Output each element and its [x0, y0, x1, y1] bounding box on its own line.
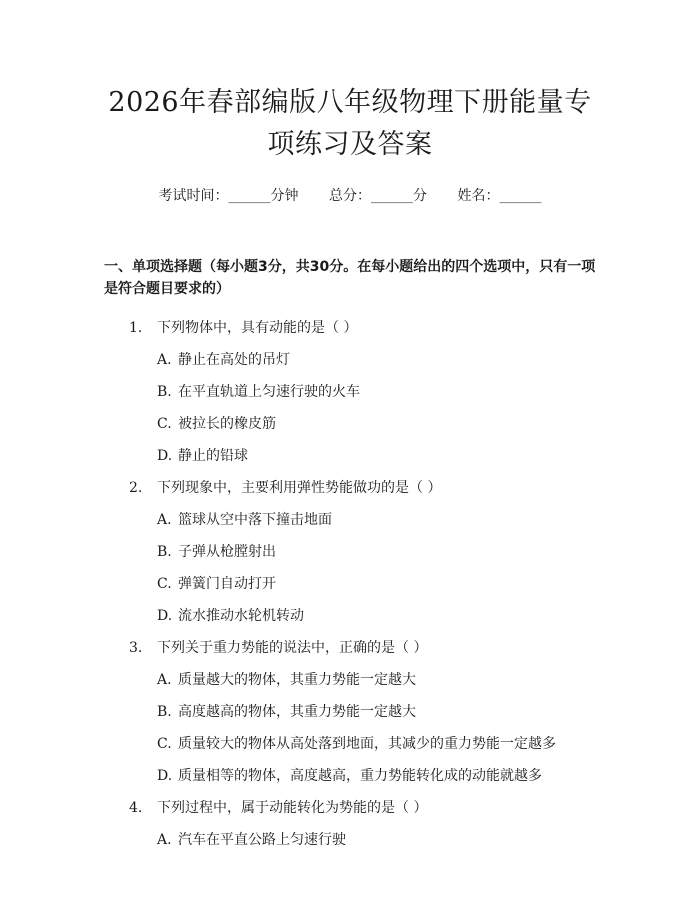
option-c	[157, 728, 596, 760]
option-label: B.	[157, 384, 172, 400]
question-1-header	[129, 312, 596, 344]
option-b	[157, 536, 596, 568]
question-4-options	[157, 824, 596, 856]
option-text: 质量较大的物体从高处落到地面，其减少的重力势能一定越多	[178, 736, 556, 752]
option-text: 质量越大的物体，其重力势能一定越大	[178, 672, 416, 688]
question-list	[104, 312, 596, 856]
question-number: 3.	[129, 640, 143, 656]
question-stem: 下列物体中，具有动能的是（ ）	[157, 320, 358, 336]
question-3-header	[129, 632, 596, 664]
question-stem: 下列关于重力势能的说法中，正确的是（ ）	[157, 640, 428, 656]
option-text: 流水推动水轮机转动	[178, 608, 304, 624]
question-1-options	[157, 344, 596, 472]
option-label: B.	[157, 544, 172, 560]
option-b	[157, 696, 596, 728]
question-stem: 下列过程中，属于动能转化为势能的是（ ）	[157, 800, 428, 816]
option-label: A.	[157, 672, 172, 688]
option-text: 静止在高处的吊灯	[178, 352, 290, 368]
option-label: D.	[157, 448, 173, 464]
option-a	[157, 504, 596, 536]
exam-time-field: 考试时间：______分钟	[158, 188, 299, 204]
question-4	[129, 792, 596, 856]
option-text: 弹簧门自动打开	[178, 576, 276, 592]
question-3	[129, 632, 596, 792]
option-text: 子弹从枪膛射出	[178, 544, 276, 560]
question-2-options	[157, 504, 596, 632]
option-label: B.	[157, 704, 172, 720]
option-c	[157, 408, 596, 440]
question-2	[129, 472, 596, 632]
section-1-heading: 一、单项选择题（每小题3分，共30分。在每小题给出的四个选项中，只有一项是符合题目要求的）	[104, 259, 596, 297]
option-text: 在平直轨道上匀速行驶的火车	[178, 384, 360, 400]
option-text: 质量相等的物体，高度越高，重力势能转化成的动能就越多	[178, 768, 542, 784]
option-text: 静止的铅球	[178, 448, 248, 464]
option-label: A.	[157, 352, 172, 368]
question-3-options	[157, 664, 596, 792]
option-label: D.	[157, 608, 173, 624]
option-text: 汽车在平直公路上匀速行驶	[178, 832, 346, 848]
option-label: A.	[157, 832, 172, 848]
option-a	[157, 824, 596, 856]
option-a	[157, 664, 596, 696]
option-text: 被拉长的橡皮筋	[178, 416, 276, 432]
option-a	[157, 344, 596, 376]
page-title: 2026年春部编版八年级物理下册能量专项练习及答案	[108, 87, 592, 160]
option-text: 篮球从空中落下撞击地面	[178, 512, 332, 528]
question-4-header	[129, 792, 596, 824]
option-c	[157, 568, 596, 600]
option-label: C.	[157, 576, 172, 592]
option-label: C.	[157, 736, 172, 752]
option-b	[157, 376, 596, 408]
option-label: D.	[157, 768, 173, 784]
option-d	[157, 600, 596, 632]
question-2-header	[129, 472, 596, 504]
option-d	[157, 440, 596, 472]
option-label: C.	[157, 416, 172, 432]
question-stem: 下列现象中，主要利用弹性势能做功的是（ ）	[157, 480, 442, 496]
question-number: 1.	[129, 320, 143, 336]
question-1	[129, 312, 596, 472]
question-number: 2.	[129, 480, 143, 496]
option-d	[157, 760, 596, 792]
exam-meta	[104, 186, 596, 206]
option-text: 高度越高的物体，其重力势能一定越大	[178, 704, 416, 720]
total-score-field: 总分：______分	[329, 188, 427, 204]
option-label: A.	[157, 512, 172, 528]
student-name-field: 姓名：______	[457, 188, 542, 204]
question-number: 4.	[129, 800, 143, 816]
